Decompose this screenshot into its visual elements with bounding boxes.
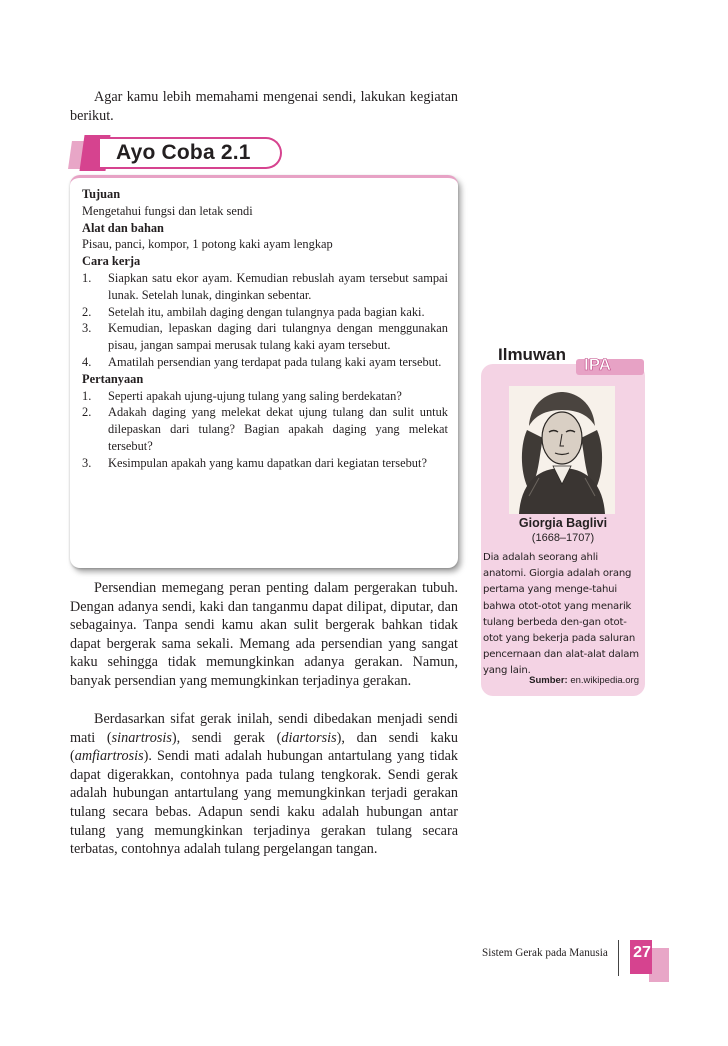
scientist-source	[481, 675, 639, 686]
term-amfiartrosis: amfiartrosis	[74, 748, 144, 765]
source-label: Sumber:	[529, 675, 568, 686]
scientist-header	[480, 345, 645, 375]
scientist-card	[481, 364, 645, 696]
paragraph-3-part: ), sendi gerak (	[171, 729, 282, 746]
activity-title: Ayo Coba 2.1	[116, 141, 251, 164]
page-number: 27	[633, 944, 651, 961]
ilmuwan-label: Ilmuwan	[498, 345, 567, 364]
source-link: en.wikipedia.org	[570, 675, 639, 686]
cara-heading: Cara kerja	[82, 254, 141, 269]
body-paragraph-3	[70, 710, 458, 859]
activity-content	[82, 186, 448, 472]
ipa-badge-text: IPA	[584, 355, 612, 374]
scientist-years: (1668–1707)	[531, 532, 595, 544]
cara-step: 3. Kemudian, lepaskan daging dari tulangnya dengan menggunakan pisau, jangan sampai merusak tulang kaki ayam tersebut.	[82, 321, 448, 353]
cara-step: 4. Amatilah persendian yang terdapat pada tulang kaki ayam tersebut.	[82, 354, 442, 369]
alat-text: Pisau, panci, kompor, 1 potong kaki ayam lengkap	[82, 237, 333, 252]
footer-divider	[618, 940, 619, 976]
paragraph-3-part: ), dan sendi kaku (	[70, 729, 458, 765]
paragraph-2-text: Persendian memegang peran penting dalam pergerakan tubuh. Dengan adanya sendi, kaki dan tanganmu dapat dilipat, diputar, dan sebagainya. Tanpa sendi kamu akan sulit bergerak bahkan tidak dapat bergerak sama sekali. Memang ada persendian yang sangat kaku sehingga tidak memungkinkan adanya gerakan. Namun, banyak persendian yang memungkinkan terjadinya gerakan.	[70, 580, 458, 689]
term-sinartrosis: sinartrosis	[111, 729, 172, 746]
paragraph-3-part: ). Sendi mati adalah hubungan antartulang yang tidak dapat digerakkan, contohnya pada tulang tengkorak. Sendi gerak adalah hubungan antartulang yang memungkinkan terjadi gerakan tulang secara bebas. Adapun sendi kaku adalah hubungan antar tulang yang memungkinkan terjadinya gerakan tulang secara terbatas, contohnya adalah tulang pergelangan tangan.	[70, 748, 458, 858]
alat-heading: Alat dan bahan	[82, 220, 164, 235]
tujuan-heading: Tujuan	[82, 187, 121, 201]
cara-step: 1. Siapkan satu ekor ayam. Kemudian rebuslah ayam tersebut sampai lunak. Setelah lunak, dinginkan sebentar.	[82, 270, 448, 302]
intro-paragraph	[70, 88, 458, 125]
question-item: 2. Adakah daging yang melekat dekat ujung tulang dan sulit untuk dilepaskan dari tulang? Bagian apakah daging yang melekat tersebut?	[82, 405, 448, 453]
activity-box	[70, 175, 458, 568]
scientist-bio: Dia adalah seorang ahli anatomi. Giorgia adalah orang pertama yang menge-tahui bahwa otot-otot yang menarik tulang berbeda den-gan otot-otot yang bekerja pada saluran pencernaan dan alat-alat dalam yang lain.	[483, 552, 639, 677]
scientist-portrait	[509, 386, 615, 514]
paragraph-3-part: Berdasarkan sifat gerak inilah, sendi dibedakan menjadi sendi mati (	[70, 711, 458, 746]
intro-text: Agar kamu lebih memahami mengenai sendi, lakukan kegiatan berikut.	[70, 89, 458, 124]
activity-header	[70, 135, 290, 175]
body-paragraph-2	[70, 579, 458, 691]
cara-step: 2. Setelah itu, ambilah daging dengan tulangnya pada bagian kaki.	[82, 304, 425, 319]
tujuan-text: Mengetahui fungsi dan letak sendi	[82, 203, 253, 218]
pertanyaan-heading: Pertanyaan	[82, 371, 144, 386]
question-item: 1. Seperti apakah ujung-ujung tulang yang saling berdekatan?	[82, 388, 402, 403]
scientist-name: Giorgia Baglivi	[518, 516, 608, 530]
footer-chapter: Sistem Gerak pada Manusia	[482, 947, 608, 959]
question-item: 3. Kesimpulan apakah yang kamu dapatkan dari kegiatan tersebut?	[82, 455, 427, 470]
term-diartorsis: diartorsis	[281, 729, 337, 746]
